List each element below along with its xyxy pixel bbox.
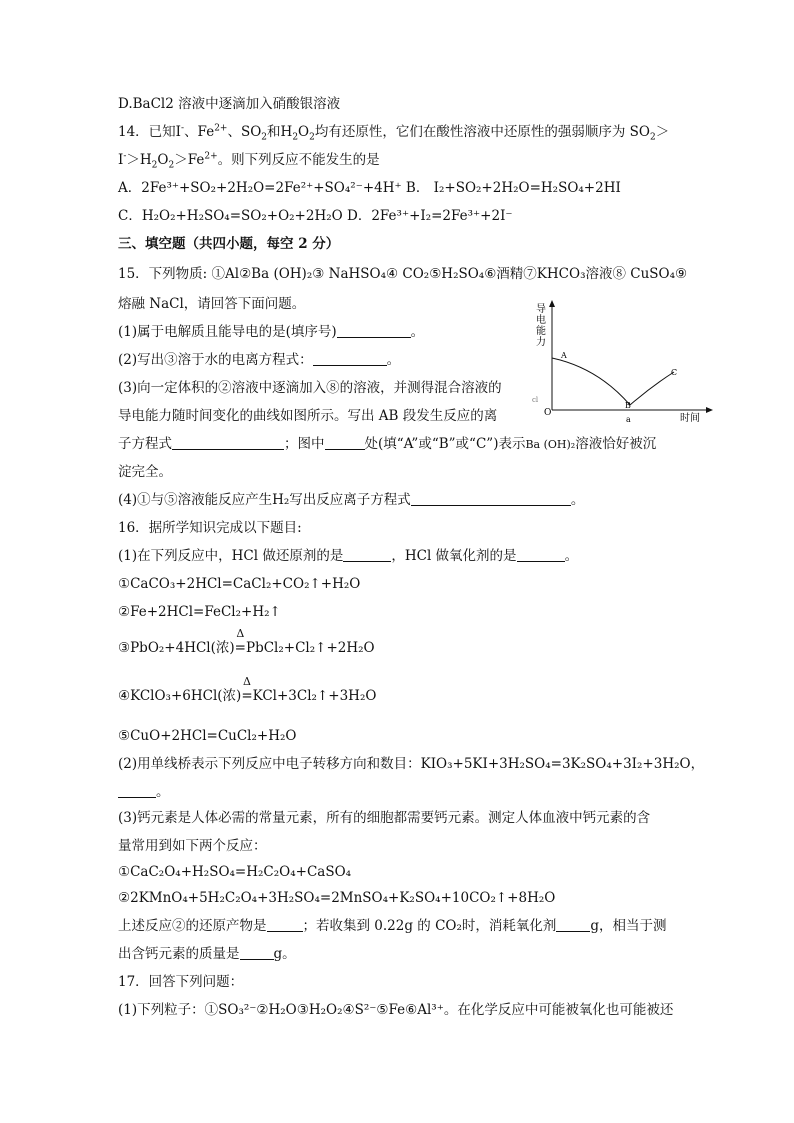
y-axis-label-char: 电 [536,315,546,326]
question-13-option-d: D.BaCl2 溶液中逐滴加入硝酸银溶液 [118,96,341,112]
question-16-part1: (1)在下列反应中，HCl 做还原剂的是 ，HCl 做氧化剂的是 。 [118,548,579,564]
x-axis-label: 时间 [680,413,700,424]
tick-a-label: a [626,415,631,424]
reaction-5: ⑤CuO+2HCl=CuCl₂+H₂O [118,728,297,744]
point-c-label: C [671,368,678,377]
question-17-part1: (1)下列粒子：①SO₃²⁻②H₂O③H₂O₂④S²⁻⑤Fe⑥Al³⁺。在化学反应中可能被氧化也可能被还 [118,1002,674,1018]
y-axis-label-char: 导 [536,304,546,315]
question-16-part3a: (3)钙元素是人体必需的常量元素，所有的细胞都需要钙元素。测定人体血液中钙元素的含 [118,810,651,826]
question-15-line2: 熔融 NaCl，请回答下面问题。 [118,296,306,312]
y-axis-label-char: 能 [536,326,546,337]
question-15-part1: (1)属于电解质且能导电的是(填序号) 。 [118,324,425,340]
reaction-1: ①CaCO₃+2HCl=CaCl₂+CO₂↑+H₂O [118,576,361,592]
curve-b-to-c [630,372,674,405]
origin-label: O [544,408,552,418]
question-16-part2-answer: 。 [118,782,170,802]
question-16-part2: (2)用单线桥表示下列反应中电子转移方向和数目：KIO₃+5KI+3H₂SO₄=3K₂SO₄+3I₂+3H₂O， [118,756,705,772]
reaction-2: ②Fe+2HCl=FeCl₂+H₂↑ [118,604,281,620]
question-15-part2: (2)写出③溶于水的电离方程式： 。 [118,352,401,368]
question-16-part3d: 出含钙元素的质量是 g。 [118,946,296,962]
point-b-label: B [625,401,631,410]
reaction-4: ④KClO₃+6HCl(浓) Δ =KCl+3Cl₂↑+3H₂O [118,675,377,704]
option-b: B． I₂+SO₂+2H₂O=H₂SO₄+2HI [405,180,621,196]
question-15-part3b: 导电能力随时间变化的曲线如图所示。写出 AB 段发生反应的离 [118,408,498,424]
x-axis-arrow [706,407,713,413]
question-15-part3a: (3)向一定体积的②溶液中逐滴加入⑧的溶液，并测得混合溶液的 [118,380,502,396]
y-axis-label [536,303,546,348]
question-15-part3c: 子方程式 ；图中 处(填“A”或“B”或“C”)表示Ba (OH)₂溶液恰好被沉 [118,436,657,452]
question-15-line1: 15．下列物质: ①Al②Ba (OH)₂③ NaHSO₄④ CO₂⑤H₂SO₄⑥酒精⑦KHCO₃溶液⑧ CuSO₄⑨ [118,266,688,282]
reaction-3: ③PbO₂+4HCl(浓) Δ =PbCl₂+Cl₂↑+2H₂O [118,627,375,656]
conductivity-graph [528,298,718,430]
reaction-6: ①CaC₂O₄+H₂SO₄=H₂C₂O₄+CaSO₄ [118,864,352,880]
section-heading: 三、填空题（共四小题，每空 2 分） [118,236,340,252]
left-tick-label: cl [532,396,539,404]
question-14-options-cd [118,206,513,226]
question-16-part3b: 量常用到如下两个反应： [118,838,267,854]
y-axis-label-char: 力 [536,337,546,348]
option-d: D．2Fe³⁺+I₂=2Fe³⁺+2I⁻ [347,208,513,224]
question-14-stem: 14．已知I-、$Fe^{2+}$、$SO_2$和$H_2O_2$均有还原性，它们在酸性溶液中还原性的强弱顺序为 $SO_2>$ [118,123,670,143]
curve-a-to-b [552,358,630,405]
question-16-part3c: 上述反应②的还原产物是 ；若收集到 0.22g 的 CO₂时，消耗氧化剂 g，相当于测 [118,918,667,934]
point-a-label: A [561,351,567,360]
question-17-line1: 17．回答下列问题： [118,974,244,990]
question-14-stem-line2: $I^->H_2O_2>Fe^{2+}$。则下列反应不能发生的是 [118,151,380,171]
question-16-line1: 16．据所学知识完成以下题目: [118,520,302,536]
question-15-part3d: 淀完全。 [118,464,172,480]
option-c: C．H₂O₂+H₂SO₄=SO₂+O₂+2H₂O [118,208,343,224]
question-15-part4: (4)①与⑤溶液能反应产生H₂写出反应离子方程式 。 [118,492,585,508]
option-a: A．2Fe³⁺+SO₂+2H₂O=2Fe²⁺+SO₄²⁻+4H⁺ [118,180,402,196]
reaction-7: ②2KMnO₄+5H₂C₂O₄+3H₂SO₄=2MnSO₄+K₂SO₄+10CO₂↑+8H₂O [118,890,556,906]
question-14-options-ab [118,178,621,198]
y-axis-arrow [549,300,555,307]
